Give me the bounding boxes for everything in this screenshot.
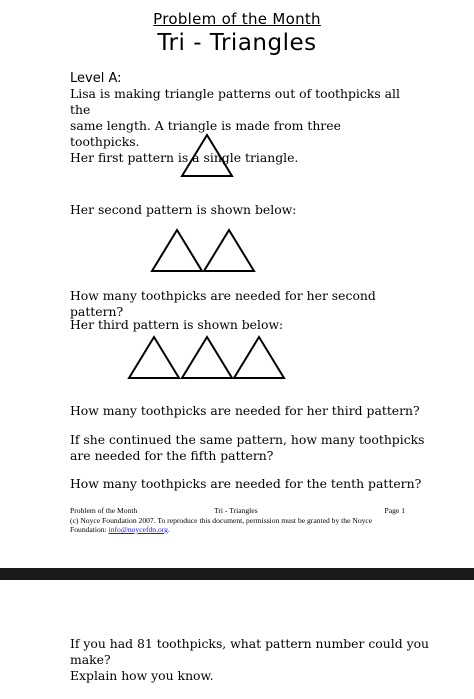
copyright-prefix: Foundation:: [70, 525, 109, 534]
question-third-pattern: How many toothpicks are needed for her third pattern?: [70, 403, 420, 418]
triangle-shape: [182, 135, 232, 176]
intro-line: Her first pattern is a single triangle.: [70, 150, 299, 165]
question-line: Explain how you know.: [70, 668, 214, 683]
document-subtitle: Problem of the Month: [153, 10, 321, 28]
intro-line: same length. A triangle is made from three toothpicks.: [70, 118, 341, 149]
question-second-pattern: How many toothpicks are needed for her second pattern?: [70, 288, 376, 319]
triangle-shape: [182, 337, 232, 378]
footer-page-number: Page 1: [384, 506, 405, 515]
third-pattern-text: Her third pattern is shown below:: [70, 317, 284, 332]
question-line: If she continued the same pattern, how many toothpicks: [70, 432, 425, 447]
question-tenth-pattern: How many toothpicks are needed for the tenth pattern?: [70, 476, 422, 491]
intro-line: Lisa is making triangle patterns out of toothpicks all the: [70, 86, 400, 117]
footer-copyright: [70, 516, 405, 534]
question-fifth-pattern: [70, 432, 430, 464]
document-title: Tri - Triangles: [157, 30, 317, 56]
copyright-line: [70, 525, 405, 534]
intro-paragraph: [70, 86, 410, 166]
second-pattern-text: Her second pattern is shown below:: [70, 202, 297, 217]
page-separator: [0, 568, 474, 580]
triangle-shape: [152, 230, 202, 271]
copyright-line: (c) Noyce Foundation 2007. To reproduce this document, permission must be granted by the Noyce: [70, 516, 373, 525]
triangle-shape: [204, 230, 254, 271]
triangle-shape: [234, 337, 284, 378]
question-line: If you had 81 toothpicks, what pattern number could you: [70, 636, 430, 651]
question-line: are needed for the fifth pattern?: [70, 448, 274, 463]
pattern-3-figure: [127, 335, 287, 380]
email-link[interactable]: info@noycefdn.org: [108, 525, 168, 534]
question-81-toothpicks: [70, 636, 430, 684]
question-line: make?: [70, 652, 111, 667]
footer-center: Tri - Triangles: [214, 506, 258, 515]
level-label: Level A:: [70, 71, 122, 86]
copyright-suffix: .: [167, 525, 170, 534]
pattern-1-figure: [180, 133, 234, 178]
footer-left: Problem of the Month: [70, 506, 138, 515]
document-page-2: [0, 580, 474, 699]
pattern-2-figure: [150, 228, 258, 273]
triangle-shape: [129, 337, 179, 378]
